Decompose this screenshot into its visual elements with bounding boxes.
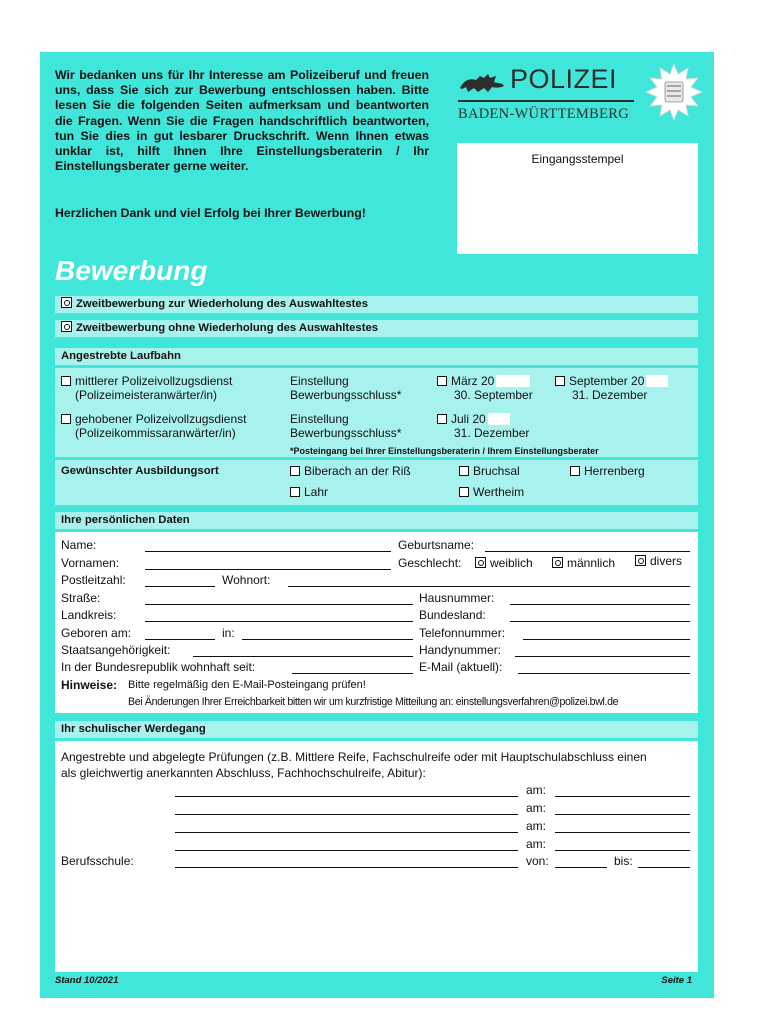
career-middle[interactable]: mittlerer Polizeivollzugsdienst	[61, 374, 232, 388]
footer-stand: Stand 10/2021	[55, 975, 119, 986]
exam-date-1[interactable]	[555, 796, 690, 797]
career-upper[interactable]: gehobener Polizeivollzugsdienst	[61, 412, 246, 426]
schluss-label: Bewerbungsschluss*	[290, 388, 402, 402]
intro-thanks: Herzlichen Dank und viel Erfolg bei Ihrer Bewerbung!	[55, 206, 366, 220]
career-upper-sub: (Polizeikommissaranwärter/in)	[75, 426, 236, 440]
checkbox[interactable]	[290, 487, 300, 497]
stamp-box[interactable]	[457, 143, 698, 254]
label-am: am:	[526, 819, 547, 833]
lion-crest-icon	[458, 70, 506, 96]
staat-field[interactable]	[193, 656, 413, 657]
school-intro-1: Angestrebte und abgelegte Prüfungen (z.B. Mittlere Reife, Fachschulreife oder mit Hauptschulabschluss einen	[61, 750, 647, 764]
telefon-field[interactable]	[523, 639, 690, 640]
checkbox[interactable]	[61, 376, 71, 386]
career-header: Angestrebte Laufbahn	[55, 348, 698, 365]
option-second-without[interactable]: Zweitbewerbung ohne Wiederholung des Auswahltestes	[55, 320, 698, 337]
hint-2: Bei Änderungen Ihrer Erreichbarkeit bitten wir um kurzfristige Mitteilung an: einstellungsverfahren@polizei.bwl.de	[128, 696, 619, 708]
gender-weiblich[interactable]: weiblich	[475, 556, 533, 570]
vornamen-field[interactable]	[145, 569, 391, 570]
label-email: E-Mail (aktuell):	[419, 660, 503, 674]
year-field[interactable]	[496, 375, 530, 387]
checkbox[interactable]	[459, 466, 469, 476]
location-lahr[interactable]: Lahr	[290, 485, 328, 499]
checkbox[interactable]	[555, 376, 565, 386]
label-geschlecht: Geschlecht:	[398, 556, 462, 570]
exam-field-1[interactable]	[175, 796, 518, 797]
school-header: Ihr schulischer Werdegang	[55, 721, 698, 738]
label-staat: Staatsangehörigkeit:	[61, 643, 171, 657]
geboren-field[interactable]	[145, 639, 215, 640]
label-handy: Handynummer:	[419, 643, 502, 657]
personal-panel	[55, 532, 698, 713]
juli-deadline: 31. Dezember	[454, 426, 530, 440]
location-bruchsal[interactable]: Bruchsal	[459, 464, 520, 478]
label-bundesland: Bundesland:	[419, 608, 486, 622]
email-field[interactable]	[518, 673, 690, 674]
label-wohnort: Wohnort:	[222, 573, 271, 587]
career-middle-sub: (Polizeimeisteranwärter/in)	[75, 388, 218, 402]
berufsschule-field[interactable]	[175, 867, 518, 868]
exam-field-4[interactable]	[175, 850, 518, 851]
label-bis: bis:	[614, 854, 633, 868]
polizei-logo	[458, 66, 708, 126]
von-field[interactable]	[555, 867, 607, 868]
exam-date-3[interactable]	[555, 832, 690, 833]
wohnhaft-field[interactable]	[292, 673, 413, 674]
form-sheet	[40, 52, 714, 998]
radio[interactable]	[475, 557, 486, 568]
logo-word: POLIZEI	[510, 64, 618, 94]
gender-maennlich[interactable]: männlich	[552, 556, 615, 570]
checkbox[interactable]	[437, 376, 447, 386]
hinweise-label: Hinweise:	[61, 678, 118, 692]
label-am: am:	[526, 837, 547, 851]
september-option[interactable]: September 20	[555, 374, 668, 388]
label-landkreis: Landkreis:	[61, 608, 117, 622]
geburtsname-field[interactable]	[485, 551, 690, 552]
footer-page: Seite 1	[661, 975, 692, 986]
logo-rule	[458, 100, 634, 102]
label-geburtsname: Geburtsname:	[398, 538, 475, 552]
wohnort-field[interactable]	[288, 586, 690, 587]
page-title: Bewerbung	[55, 255, 208, 286]
checkbox[interactable]	[459, 487, 469, 497]
name-field[interactable]	[145, 551, 391, 552]
september-deadline: 31. Dezember	[572, 388, 648, 402]
label-berufsschule: Berufsschule:	[61, 854, 134, 868]
exam-field-2[interactable]	[175, 814, 518, 815]
logo-state: BADEN-WÜRTTEMBERG	[458, 106, 629, 122]
label-telefon: Telefonnummer:	[419, 626, 506, 640]
landkreis-field[interactable]	[145, 621, 413, 622]
maerz-option[interactable]: März 20	[437, 374, 530, 388]
police-star-icon	[644, 62, 704, 122]
radio[interactable]	[635, 555, 646, 566]
exam-date-2[interactable]	[555, 814, 690, 815]
hint-1: Bitte regelmäßig den E-Mail-Posteingang prüfen!	[128, 679, 366, 691]
handy-field[interactable]	[515, 656, 690, 657]
exam-field-3[interactable]	[175, 832, 518, 833]
label-von: von:	[526, 854, 549, 868]
label-vornamen: Vornamen:	[61, 556, 120, 570]
location-biberach[interactable]: Biberach an der Riß	[290, 464, 411, 478]
label-hausnummer: Hausnummer:	[419, 591, 495, 605]
location-section	[55, 460, 698, 505]
einstellung-label: Einstellung	[290, 374, 349, 388]
year-field[interactable]	[646, 375, 668, 387]
label-am: am:	[526, 801, 547, 815]
geburtsort-field[interactable]	[242, 639, 413, 640]
label-in: in:	[222, 626, 235, 640]
einstellung-label-2: Einstellung	[290, 412, 349, 426]
checkbox[interactable]	[437, 414, 447, 424]
year-field[interactable]	[488, 413, 510, 425]
checkbox[interactable]	[290, 466, 300, 476]
bundesland-field[interactable]	[510, 621, 690, 622]
checkbox[interactable]	[61, 414, 71, 424]
strasse-field[interactable]	[145, 604, 413, 605]
option-radio[interactable]	[61, 297, 72, 308]
juli-option[interactable]: Juli 20	[437, 412, 510, 426]
hausnummer-field[interactable]	[510, 604, 690, 605]
plz-field[interactable]	[145, 586, 215, 587]
schluss-label-2: Bewerbungsschluss*	[290, 426, 402, 440]
school-panel	[55, 741, 698, 972]
school-intro-2: als gleichwertig anerkannten Abschluss, Fachhochschulreife, Abitur):	[61, 766, 426, 780]
label-name: Name:	[61, 538, 97, 552]
personal-header: Ihre persönlichen Daten	[55, 512, 698, 529]
label-geboren: Geboren am:	[61, 626, 132, 640]
label-plz: Postleitzahl:	[61, 573, 126, 587]
label-wohnhaft: In der Bundesrepublik wohnhaft seit:	[61, 660, 256, 674]
option-second-with[interactable]: Zweitbewerbung zur Wiederholung des Auswahltestes	[55, 296, 698, 313]
option-radio[interactable]	[61, 321, 72, 332]
location-wertheim[interactable]: Wertheim	[459, 485, 524, 499]
intro-text: Wir bedanken uns für Ihr Interesse am Polizeiberuf und freuen uns, dass Sie sich zur Bewerbung entschlossen haben. Bitte lesen Sie die folgenden Seiten aufmerksam und beantworten die Fragen. Wenn Sie die Fragen handschriftlich beantworten, tun Sie dies in gut lesbarer Druckschrift. Wenn Ihnen etwas unklar ist, hilft Ihnen Ihre Einstellungsberaterin / Ihr Einstellungsberater gerne weiter.	[55, 68, 429, 174]
checkbox[interactable]	[570, 466, 580, 476]
career-note: *Posteingang bei Ihrer Einstellungsberaterin / Ihrem Einstellungsberater	[290, 446, 599, 456]
bis-field[interactable]	[638, 867, 690, 868]
gender-divers[interactable]: divers	[635, 554, 682, 568]
location-header: Gewünschter Ausbildungsort	[61, 465, 219, 477]
radio[interactable]	[552, 557, 563, 568]
label-am: am:	[526, 783, 547, 797]
label-strasse: Straße:	[61, 591, 101, 605]
stamp-label: Eingangsstempel	[531, 152, 624, 166]
maerz-deadline: 30. September	[454, 388, 533, 402]
location-herrenberg[interactable]: Herrenberg	[570, 464, 645, 478]
career-section	[55, 368, 698, 457]
exam-date-4[interactable]	[555, 850, 690, 851]
